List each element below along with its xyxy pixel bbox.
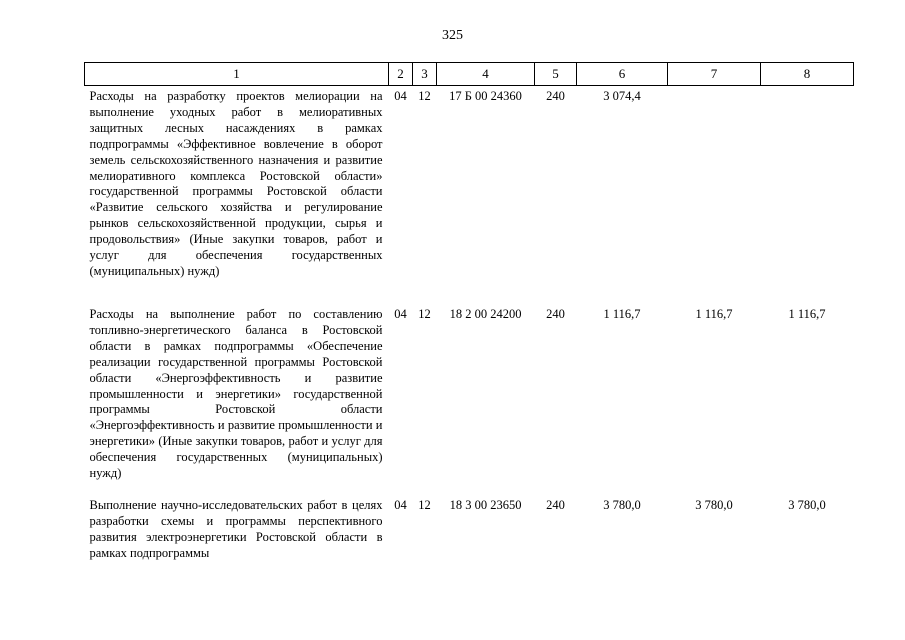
row-description: Расходы на разработку проектов мелиорации на выполнение уходных работ в мелиоративных защитных лесных насаждениях в рамках подпрограммы «Эффективное вовлечение в оборот земель сельскохозяйственного назначения и развитие мелиоративного комплекса Ростовской области» государственной программы Ростовской области «Развитие сельского хозяйства и регулирование рынков сельскохозяйственной продукции, сырья и продовольствия» (Иные закупки товаров, работ и услуг для обеспечения государственных (муниципальных) нужд) — [89, 89, 383, 278]
row-amount-3: 1 116,7 — [788, 307, 826, 321]
row-expense-type: 240 — [546, 89, 565, 103]
row-amount-2 — [668, 86, 761, 305]
row-section: 04 — [394, 498, 407, 512]
row-amount-1: 3 780,0 — [603, 498, 641, 512]
row-amount-3: 3 780,0 — [788, 498, 826, 512]
header-row — [85, 63, 854, 86]
table-row — [85, 86, 854, 305]
header-col-5: 5 — [535, 63, 577, 86]
row-amount-2: 1 116,7 — [695, 307, 733, 321]
header-col-6: 6 — [577, 63, 668, 86]
header-col-4: 4 — [437, 63, 535, 86]
row-expense-type: 240 — [546, 498, 565, 512]
header-col-3: 3 — [413, 63, 437, 86]
row-amount-1: 1 116,7 — [603, 307, 641, 321]
row-target-code: 17 Б 00 24360 — [449, 89, 522, 103]
header-col-8: 8 — [761, 63, 854, 86]
row-amount-2: 3 780,0 — [695, 498, 733, 512]
header-col-7: 7 — [668, 63, 761, 86]
row-description: Выполнение научно-исследовательских работ в целях разработки схемы и программы перспективного развития электроэнергетики Ростовской области в рамках подпрограммы — [89, 498, 383, 560]
row-expense-type: 240 — [546, 307, 565, 321]
row-description: Расходы на выполнение работ по составлению топливно-энергетического баланса в Ростовской области в рамках подпрограммы «Обеспечение реализации государственной программы Ростовской области «Энергоэффективность и развитие промышленности и энергетики» государственной программы Ростовской области «Энергоэффективность и развитие промышленности и энергетики» (Иные закупки товаров, работ и услуг для обеспечения государственных (муниципальных) нужд) — [89, 307, 383, 481]
page-number: 325 — [442, 28, 463, 43]
row-subsection: 12 — [418, 89, 431, 103]
header-col-1: 1 — [85, 63, 389, 86]
row-subsection: 12 — [418, 307, 431, 321]
budget-table — [84, 62, 854, 562]
table-row — [85, 495, 854, 562]
table-row — [85, 304, 854, 495]
row-target-code: 18 3 00 23650 — [449, 498, 522, 512]
header-col-2: 2 — [389, 63, 413, 86]
row-amount-1: 3 074,4 — [603, 89, 641, 103]
row-subsection: 12 — [418, 498, 431, 512]
row-section: 04 — [394, 89, 407, 103]
row-target-code: 18 2 00 24200 — [449, 307, 522, 321]
row-section: 04 — [394, 307, 407, 321]
row-amount-3 — [761, 86, 854, 305]
